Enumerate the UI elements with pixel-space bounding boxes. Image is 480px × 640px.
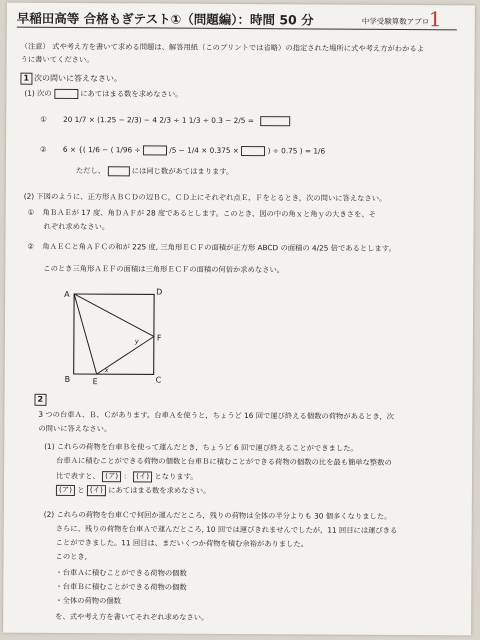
blank-a: (ア): [102, 471, 121, 482]
blank-i-2: (イ): [87, 485, 106, 496]
equation-note: [76, 166, 233, 177]
q2-number: [34, 394, 48, 406]
q1-sub1-text: (1) 次の: [24, 88, 52, 98]
problem-2-line-1: [27, 243, 395, 254]
q2-s2-line-4: このとき,: [55, 551, 88, 562]
segment-af: [74, 294, 154, 336]
problem-2-mark: ②: [27, 241, 35, 251]
label-a: A: [64, 289, 70, 299]
q2-intro-1: 3 つの台車Ａ、Ｂ、Ｃがあります。台車Ａを使うと，ちょうど 16 回で運び終える個数の荷物があるとき，次: [38, 409, 395, 421]
bullet-1: ・台車Ａに積むことができる荷物の個数: [55, 567, 187, 578]
bullet-3: ・全体の荷物の個数: [55, 595, 121, 606]
equation-1-mark: ①: [40, 114, 47, 124]
bullet-2: ・台車Ｂに積むことができる荷物の個数: [55, 581, 187, 592]
blank-box: [54, 89, 78, 99]
notice-line-2: うに書いてください。: [20, 54, 94, 65]
q1-heading-text: 次の問いに答えなさい。: [34, 73, 123, 84]
q2-s1-line-3: [56, 471, 198, 483]
q2-s2-line-3: ことができました。11 回目は、まだいくつか荷物を積む余裕がありました。: [55, 537, 309, 549]
blank-box: [143, 145, 167, 155]
angle-y-label: y: [134, 337, 139, 346]
label-b: B: [64, 374, 71, 384]
q1-sub1-text-b: にあてはまる数を求めなさい。: [80, 89, 183, 99]
angle-x-label: x: [104, 366, 109, 375]
ratio-colon: ：: [123, 471, 131, 481]
equation-1: [40, 115, 290, 127]
q2-s2-line-1: (2) これらの荷物を台車Ｃで何回か運んだところ，残りの荷物は全体の半分よりも 30 個多くなりました。: [43, 509, 392, 521]
publisher-label: 中学受験算数アプロ: [361, 16, 430, 27]
and-text: と: [77, 485, 85, 495]
label-f: F: [156, 333, 162, 343]
q2-s1-line-4: [56, 485, 211, 497]
label-c: C: [155, 375, 162, 385]
q2-s1-line-1: (1) これらの荷物を台車Ｂを使って運んだとき，ちょうど 6 回で運び終えることができました。: [44, 441, 358, 453]
handwritten-page-number: 1: [428, 7, 442, 32]
title-underline: [17, 27, 457, 31]
problem-1-line-1: [28, 209, 376, 220]
note-text-b: には同じ数があてはまります。: [131, 166, 234, 176]
page-title: 早稲田高等 合格もぎテスト①（問題編）：時間 50 分: [16, 10, 314, 28]
problem-2-text: 角ＡＥＣと角ＡＦＣの和が 225 度, 三角形ＥＣＦの面積が正方形 ABCD の面積の 4/25 倍であるとします。: [42, 241, 396, 253]
q1-heading: [20, 73, 122, 85]
s1-line3-end: となります。: [154, 471, 198, 482]
square-figure: [61, 286, 172, 387]
problem-1-text: 角ＢＡＥが 17 度、角ＤＡＦが 28 度であるとします。このとき、図の中の角ｘと角ｙの大きさを、そ: [42, 207, 376, 219]
blank-box: [107, 166, 129, 176]
equation-2-end: ) ÷ 0.75 ) = 1/6: [267, 146, 326, 156]
q1-number: 1: [20, 73, 32, 85]
equation-1-text: 20 1/7 × (1.25 − 2/3) − 4 2/3 ÷ 1 1/3 ÷ 0.3 − 2/5 =: [63, 114, 254, 126]
equation-2-mid: /5 − 1/4 × 0.375 ×: [169, 145, 239, 155]
blank-box: [241, 146, 265, 156]
label-e: E: [92, 377, 98, 387]
s1-line3-text: 比で表すと、: [56, 471, 100, 481]
equation-2-mark: ②: [40, 144, 47, 154]
q2-number-box: 2: [34, 394, 46, 406]
segment-ae: [74, 294, 97, 374]
q2-s1-line-2: 台車Ａに積むことができる荷物の個数と台車Ｂに積むことができる荷物の個数の比を最も簡単な整数の: [56, 455, 392, 467]
label-d: D: [156, 287, 163, 297]
worksheet-page: [3, 3, 475, 636]
note-text: ただし、: [75, 166, 106, 176]
blank-a-2: (ア): [56, 485, 75, 496]
problem-1-mark: ①: [27, 207, 35, 217]
answer-box: [260, 116, 290, 126]
problem-1-line-2: れぞれ求めなさい。: [43, 221, 110, 232]
q1-sub2: (2) 下図のように、正方形ＡＢＣＤの辺ＢＣ，ＣＤ上にそれぞれ点Ｅ，Ｆをとるとき，次の問いに答えなさい。: [23, 191, 387, 203]
problem-2-line-2: このとき三角形ＡＥＦの面積は三角形ＥＣＦの面積の何倍か求めなさい。: [43, 263, 285, 275]
equation-2-text: 6 × {( 1/6 − ( 1/96 ÷: [62, 144, 141, 155]
q2-s2-line-2: さらに、残りの荷物を台車Ａで運んだところ, 10 回では運びきれませんでしたが，11 回目には運びきる: [55, 523, 398, 535]
equation-2: [40, 145, 325, 157]
blank-i: (イ): [133, 471, 152, 482]
closing-line: を、式や考え方を書いてそれぞれ求めなさい。: [55, 611, 209, 622]
s1-line4-text: にあてはまる数を求めなさい。: [108, 485, 211, 496]
notice-line-1: （注意） 式や考え方を書いて求める問題は、解答用紙（このプリントでは省略）の指定された場所に式や考え方がわかるよ: [20, 41, 425, 54]
q2-intro-2: の問いに答えなさい。: [38, 423, 112, 434]
q1-sub1: [24, 89, 182, 100]
